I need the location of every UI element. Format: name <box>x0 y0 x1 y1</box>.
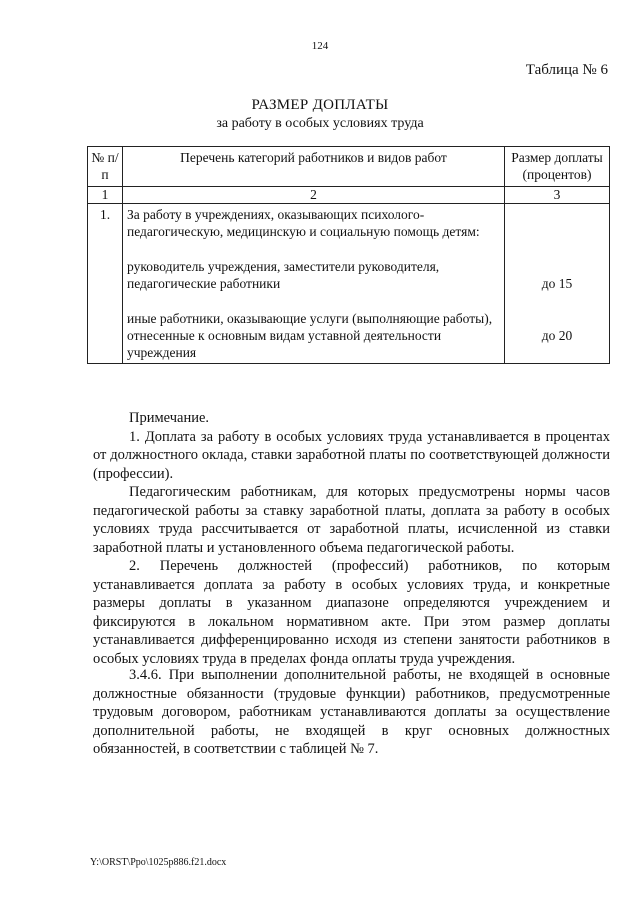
surcharge-table <box>87 146 610 364</box>
note-label: Примечание. <box>129 410 210 426</box>
section-paragraph: 3.4.6. При выполнении дополнительной работы, не входящей в основные должностные обязанности (трудовые функции) работников, предусмотренные трудовым договором, работникам устанавливаются доплаты за осуществление дополнительной работы, не входящей в круг основных должностных обязанностей, в соответствии с таблицей № 7. <box>93 667 610 757</box>
row-values <box>505 204 610 364</box>
section-block <box>93 666 610 759</box>
header-size: Размер доплаты (процентов) <box>505 147 610 187</box>
column-numbers-row <box>88 187 610 204</box>
column-number-3: 3 <box>505 187 610 204</box>
column-number-1: 1 <box>88 187 123 204</box>
row-item-2: иные работники, оказывающие услуги (выполняющие работы), отнесенные к основным видам уставной деятельности учреждения <box>127 311 493 360</box>
table-header-row <box>88 147 610 187</box>
row-item-1-value: до 15 <box>541 276 573 291</box>
column-number-2: 2 <box>123 187 505 204</box>
file-path-footer: Y:\ORST\Ppo\1025p886.f21.docx <box>90 857 227 868</box>
note-paragraph-2: Педагогическим работникам, для которых предусмотрены нормы часов педагогической работы за ставку заработной платы, доплата за работу в особых условиях труда рассчитывается от заработной платы, исчисленной из ставки заработной платы и установленного объема педагогической работы. <box>93 484 610 556</box>
row-item-1: руководитель учреждения, заместители руководителя, педагогические работники <box>127 259 440 291</box>
note-paragraph-1: 1. Доплата за работу в особых условиях труда устанавливается в процентах от должностного оклада, ставки заработной платы по соответствующей должности (профессии). <box>93 428 610 482</box>
row-number: 1. <box>88 204 123 364</box>
table-row <box>88 204 610 364</box>
document-subtitle: за работу в особых условиях труда <box>216 116 424 131</box>
row-item-2-value: до 20 <box>541 328 573 343</box>
row-categories <box>123 204 505 364</box>
table-number: Таблица № 6 <box>525 62 608 78</box>
row-intro: За работу в учреждениях, оказывающих психолого-педагогическую, медицинскую и социальную помощь детям: <box>127 207 480 239</box>
page-number: 124 <box>311 40 329 52</box>
document-title: РАЗМЕР ДОПЛАТЫ <box>251 97 389 113</box>
header-categories: Перечень категорий работников и видов работ <box>123 147 505 187</box>
note-block <box>93 409 610 668</box>
header-number: № п/п <box>88 147 123 187</box>
note-paragraph-3: 2. Перечень должностей (профессий) работников, по которым устанавливается доплата за работу в особых условиях труда, и конкретные размеры доплаты в указанном диапазоне определяются учреждением и фиксируются в локальном нормативном акте. При этом размер доплаты устанавливается дифференцированно исходя из степени занятости работников в особых условиях труда в пределах фонда оплаты труда учреждения. <box>93 558 610 667</box>
